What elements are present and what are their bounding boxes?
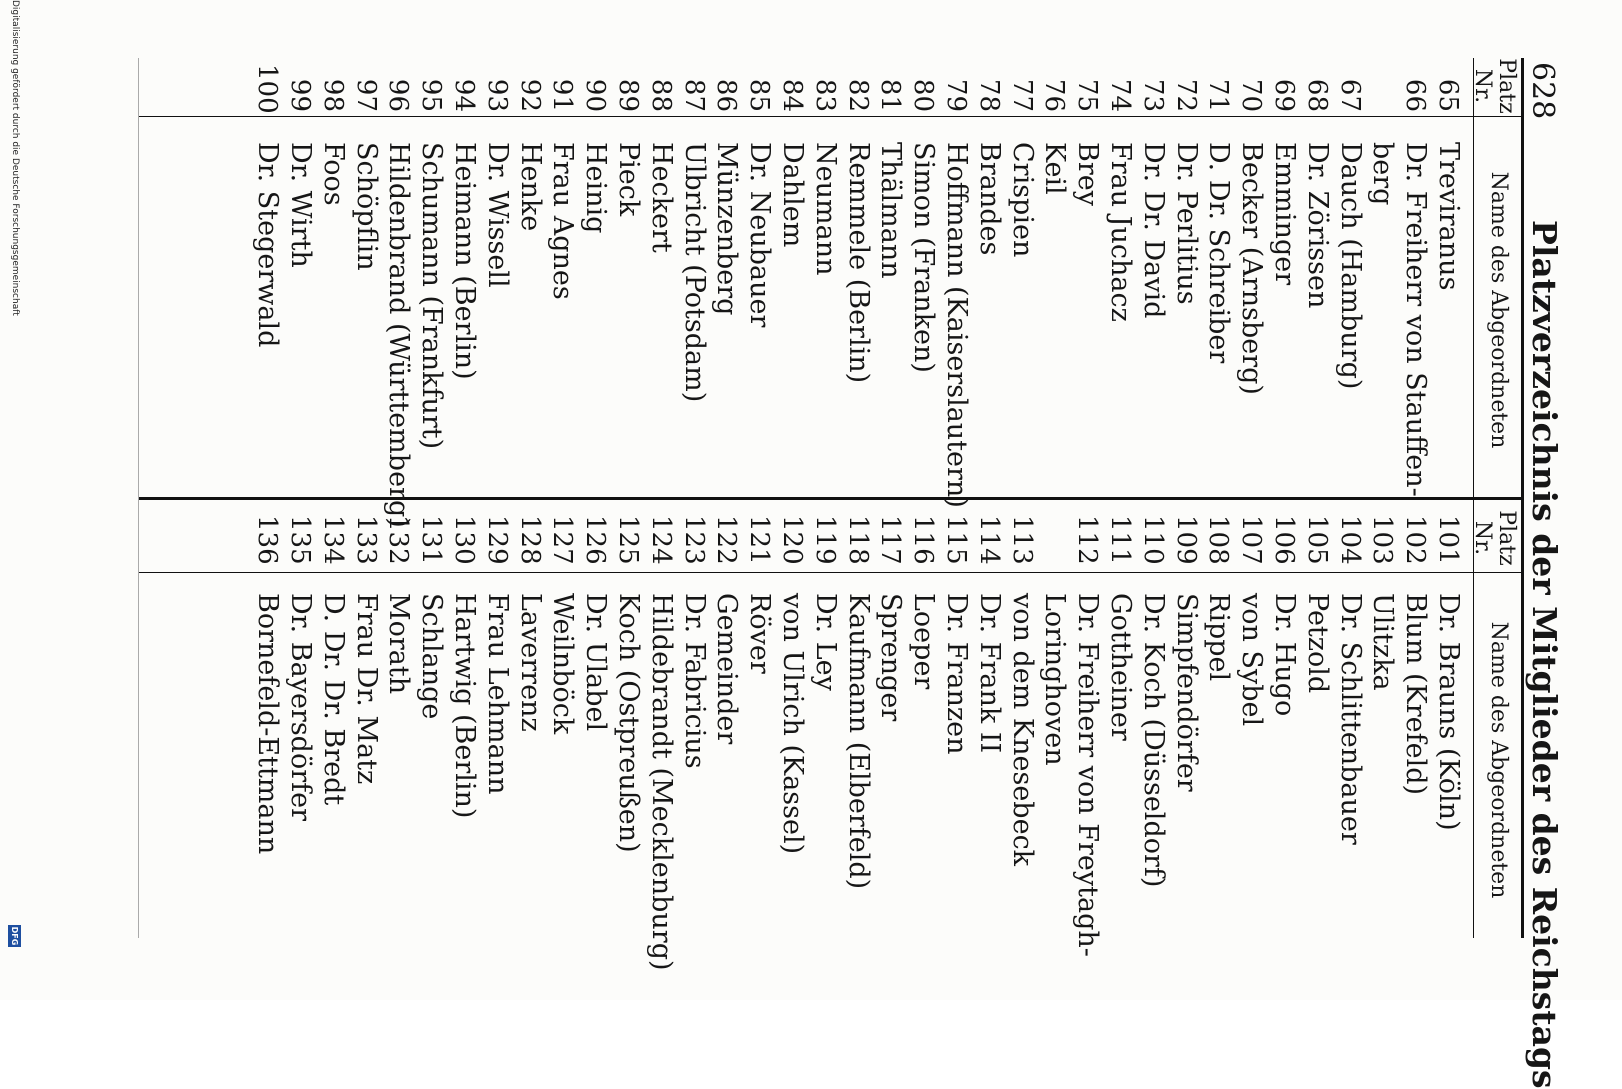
seat-number: 98 <box>317 78 348 112</box>
table-row <box>1234 64 1267 494</box>
member-name: Röver <box>744 593 776 674</box>
member-name: Crispien <box>1006 142 1038 258</box>
seat-number: 105 <box>1301 515 1332 565</box>
member-name: Dr. Zörissen <box>1301 142 1333 309</box>
member-name: Frau Dr. Matz <box>350 593 382 785</box>
table-row <box>546 64 579 494</box>
member-name: Simon (Franken) <box>908 142 940 373</box>
member-name: Thälmann <box>875 142 907 279</box>
member-name: von dem Knesebeck <box>1006 593 1038 867</box>
seat-number: 92 <box>514 78 545 112</box>
table-row <box>1169 515 1202 945</box>
seat-number: 87 <box>678 78 709 112</box>
table-row <box>1103 64 1136 494</box>
table-row <box>742 515 775 945</box>
table-row <box>841 64 874 494</box>
member-name: Dahlem <box>777 142 809 248</box>
seat-number: 112 <box>1072 515 1103 565</box>
seat-number: 101 <box>1433 515 1463 565</box>
seat-number: 129 <box>481 515 512 565</box>
seat-number: 115 <box>941 515 972 565</box>
member-name: Simpfendörfer <box>1170 593 1202 792</box>
seat-number: 109 <box>1170 515 1201 565</box>
member-name: Ulitzka <box>1367 593 1399 691</box>
member-name: Dr. Ulabel <box>580 593 612 732</box>
table-row <box>1300 515 1333 945</box>
seat-number: 72 <box>1170 78 1201 112</box>
member-name: Münzenberg <box>711 142 743 316</box>
member-name: Neumann <box>809 142 841 276</box>
seat-number: 66 <box>1400 78 1431 112</box>
seat-number: 78 <box>973 78 1004 112</box>
table-row <box>415 64 448 494</box>
member-name: Remmele (Berlin) <box>842 142 874 384</box>
table-row <box>1038 515 1071 945</box>
seat-number: 65 <box>1433 78 1463 112</box>
table-row <box>1267 64 1300 494</box>
member-name: Dr. Koch (Düsseldorf) <box>1137 593 1169 888</box>
member-name: Dr. Franzen <box>941 593 973 755</box>
seat-number: 102 <box>1400 515 1431 565</box>
table-row <box>1103 515 1136 945</box>
member-name: Bornefeld-Ettmann <box>252 593 284 855</box>
table-row <box>1267 515 1300 945</box>
seat-number: 132 <box>383 515 414 565</box>
member-name: von Ulrich (Kassel) <box>777 593 809 855</box>
member-name: Becker (Arnsberg) <box>1236 142 1268 395</box>
table-row <box>644 64 677 494</box>
table-row <box>283 64 316 494</box>
member-name: Dr. Schlittenbauer <box>1334 593 1366 845</box>
member-name: Hartwig (Berlin) <box>449 593 481 819</box>
table-row <box>578 64 611 494</box>
table-row <box>1005 515 1038 945</box>
table-row <box>611 515 644 945</box>
member-name: Heinig <box>580 142 612 234</box>
table-row <box>480 515 513 945</box>
table-row <box>283 515 316 945</box>
seat-number: 123 <box>678 515 709 565</box>
seat-number: 135 <box>285 515 316 565</box>
table-row <box>1169 64 1202 494</box>
member-name: Emminger <box>1269 142 1301 286</box>
member-name: berg <box>1367 142 1399 206</box>
seat-number: 118 <box>842 515 873 565</box>
dfg-logo: DFG <box>10 926 19 946</box>
table-row <box>546 515 579 945</box>
seat-number: 84 <box>777 78 808 112</box>
table-row <box>972 64 1005 494</box>
page-number: 628 <box>1525 62 1560 120</box>
table-row <box>316 64 349 494</box>
page-title: Platzverzeichnis der Mitglieder des Reichstags <box>1525 220 1564 1089</box>
table-row <box>1333 64 1366 494</box>
seat-number: 110 <box>1137 515 1168 565</box>
table-row <box>1398 515 1431 945</box>
member-name: Dr. Stegerwald <box>252 142 284 348</box>
seat-number: 70 <box>1236 78 1267 112</box>
table-row <box>1366 515 1399 945</box>
table-row <box>1202 515 1235 945</box>
table-row <box>1070 64 1103 494</box>
seat-number: 121 <box>744 515 775 565</box>
seat-number: 106 <box>1269 515 1300 565</box>
member-name: Ulbricht (Potsdam) <box>678 142 710 403</box>
member-name: Sprenger <box>875 593 907 722</box>
member-name: Rippel <box>1203 593 1235 682</box>
member-name: Dauch (Hamburg) <box>1334 142 1366 390</box>
seat-number: 108 <box>1203 515 1234 565</box>
member-name: D. Dr. Dr. Bredt <box>317 593 349 806</box>
table-row <box>251 515 284 945</box>
seat-number: 116 <box>908 515 939 565</box>
member-name: Dr. Ley <box>809 593 841 691</box>
seat-number: 73 <box>1137 78 1168 112</box>
table-row <box>808 515 841 945</box>
table-row <box>906 515 939 945</box>
member-name: Schöpflin <box>350 142 382 271</box>
seat-number: 125 <box>613 515 644 565</box>
member-name: Koch (Ostpreußen) <box>613 593 645 853</box>
member-name: Hoffmann (Kaiserslautern) <box>941 142 973 508</box>
table-row <box>382 64 415 528</box>
seat-number: 80 <box>908 78 939 112</box>
table-row <box>775 64 808 494</box>
table-row <box>1202 64 1235 494</box>
seat-number: 86 <box>711 78 742 112</box>
table-row <box>1333 515 1366 945</box>
member-name: Gottheiner <box>1105 593 1137 741</box>
table-row <box>775 515 808 945</box>
seat-number: 117 <box>875 515 906 565</box>
table-row <box>841 515 874 945</box>
seat-number: 100 <box>252 64 283 114</box>
member-name: Dr. Wirth <box>285 142 317 268</box>
right-column <box>251 515 1464 971</box>
member-name: Blum (Krefeld) <box>1400 593 1432 796</box>
member-name: Dr. Brauns (Köln) <box>1433 593 1464 831</box>
table-row <box>1431 515 1464 945</box>
seat-number: 111 <box>1105 515 1136 565</box>
table-row <box>677 515 710 945</box>
seat-number: 114 <box>973 515 1004 565</box>
table-row <box>677 64 710 494</box>
seat-number: 96 <box>383 78 414 112</box>
seat-number: 76 <box>1039 78 1070 112</box>
seat-number: 120 <box>777 515 808 565</box>
table-row <box>874 64 907 494</box>
table-row <box>1038 64 1071 494</box>
table-row <box>1431 64 1464 494</box>
seat-number: 133 <box>350 515 381 565</box>
header-num-left: Platz Nr. <box>1469 58 1519 114</box>
seat-number: 128 <box>514 515 545 565</box>
member-name: Brey <box>1072 142 1104 206</box>
member-name: Dr. Dr. David <box>1137 142 1169 319</box>
seat-number: 131 <box>416 515 447 565</box>
member-name: Petzold <box>1301 593 1333 694</box>
table-row <box>1005 64 1038 494</box>
seat-number: 91 <box>547 78 578 112</box>
member-name: Kaufmann (Elberfeld) <box>842 593 874 890</box>
header-name-right: Name des Abgeordneten <box>1486 621 1511 899</box>
member-name: Treviranus <box>1433 142 1464 291</box>
member-name: Schlange <box>416 593 448 720</box>
table-row <box>742 64 775 494</box>
table-row <box>480 64 513 494</box>
member-name: Dr. Fabricius <box>678 593 710 769</box>
seat-number: 88 <box>645 78 676 112</box>
member-name: Dr. Wissell <box>481 142 513 288</box>
member-name: Dr. Bayersdörfer <box>285 593 317 822</box>
seat-number: 69 <box>1269 78 1300 112</box>
header-name-left: Name des Abgeordneten <box>1486 171 1511 449</box>
member-name: Heckert <box>645 142 677 253</box>
seat-number: 107 <box>1236 515 1267 565</box>
table-row <box>349 64 382 494</box>
table-row <box>1300 64 1333 494</box>
seat-number: 95 <box>416 78 447 112</box>
member-name: D. Dr. Schreiber <box>1203 142 1235 364</box>
table-row <box>939 515 972 945</box>
table-row <box>513 515 546 945</box>
member-name: von Sybel <box>1236 593 1268 727</box>
table-row <box>382 515 415 945</box>
table-row <box>1234 515 1267 945</box>
table-row <box>808 64 841 494</box>
table-row <box>1366 64 1399 494</box>
table-row <box>349 515 382 945</box>
seat-number: 126 <box>580 515 611 565</box>
seat-number: 127 <box>547 515 578 565</box>
member-name: Dr. Freiherr von Stauffen- <box>1400 142 1432 497</box>
member-name: Henke <box>514 142 546 232</box>
table-row <box>447 515 480 945</box>
seat-number: 99 <box>285 78 316 112</box>
table-row <box>939 64 973 508</box>
seat-number: 74 <box>1105 78 1136 112</box>
table-row <box>447 64 480 494</box>
member-name: Keil <box>1039 142 1071 195</box>
seat-number: 103 <box>1367 515 1398 565</box>
member-name: Laverrenz <box>514 593 546 732</box>
member-name: Dr. Hugo <box>1269 593 1301 717</box>
seat-number: 77 <box>1006 78 1037 112</box>
seat-number: 130 <box>449 515 480 565</box>
member-name: Hildebrandt (Mecklenburg) <box>645 593 677 971</box>
member-name: Heimann (Berlin) <box>449 142 481 380</box>
member-name: Hildenbrand (Württemberg) <box>383 142 415 528</box>
seat-number: 68 <box>1301 78 1332 112</box>
seat-number: 81 <box>875 78 906 112</box>
table-row <box>710 515 743 945</box>
table-row <box>710 64 743 494</box>
member-name: Morath <box>383 593 415 695</box>
member-name: Frau Juchacz <box>1105 142 1137 322</box>
table-row <box>874 515 907 945</box>
seat-number: 90 <box>580 78 611 112</box>
member-name: Frau Lehmann <box>481 593 513 795</box>
member-name: Gemeinder <box>711 593 743 745</box>
footer-credit: Digitalisierung gefördert durch die Deutsche Forschungsgemeinschaft <box>10 0 20 316</box>
member-name: Loeper <box>908 593 940 690</box>
table-row <box>1398 64 1432 497</box>
table-bottom-rule <box>138 58 139 938</box>
left-column <box>251 64 1464 528</box>
member-name: Foos <box>317 142 349 206</box>
seat-number: 71 <box>1203 78 1234 112</box>
member-name: Loringhoven <box>1039 593 1071 766</box>
seat-number: 119 <box>809 515 840 565</box>
table-row <box>316 515 349 945</box>
member-name: Pieck <box>613 142 645 217</box>
seat-number: 134 <box>317 515 348 565</box>
seat-number: 67 <box>1334 78 1365 112</box>
seat-number: 136 <box>252 515 283 565</box>
header-num-right: Platz Nr. <box>1469 510 1519 566</box>
table-row <box>251 64 284 494</box>
seat-number: 89 <box>613 78 644 112</box>
seat-number: 124 <box>645 515 676 565</box>
seat-number: 83 <box>809 78 840 112</box>
seat-number: 75 <box>1072 78 1103 112</box>
center-divider <box>139 497 1524 500</box>
member-name: Dr. Perlitius <box>1170 142 1202 305</box>
table-row <box>578 515 611 945</box>
member-name: Brandes <box>973 142 1005 256</box>
table-row <box>415 515 448 945</box>
table-row <box>611 64 644 494</box>
member-name: Dr. Neubauer <box>744 142 776 328</box>
seat-number: 93 <box>481 78 512 112</box>
table-row <box>1136 64 1169 494</box>
table-row <box>906 64 939 494</box>
member-name: Schumann (Frankfurt) <box>416 142 448 450</box>
table-row <box>1070 515 1104 957</box>
table-row <box>644 515 677 971</box>
seat-number: 104 <box>1334 515 1365 565</box>
table-row <box>513 64 546 494</box>
seat-number: 85 <box>744 78 775 112</box>
seat-number: 79 <box>941 78 972 112</box>
member-name: Dr. Frank II <box>973 593 1005 754</box>
member-name: Frau Agnes <box>547 142 579 300</box>
seat-number: 94 <box>449 78 480 112</box>
member-name: Weilnböck <box>547 593 579 735</box>
seat-number: 82 <box>842 78 873 112</box>
seat-number: 97 <box>350 78 381 112</box>
seat-number: 122 <box>711 515 742 565</box>
seat-number: 113 <box>1006 515 1037 565</box>
member-name: Dr. Freiherr von Freytagh- <box>1072 593 1104 957</box>
table-row <box>972 515 1005 945</box>
table-row <box>1136 515 1169 945</box>
